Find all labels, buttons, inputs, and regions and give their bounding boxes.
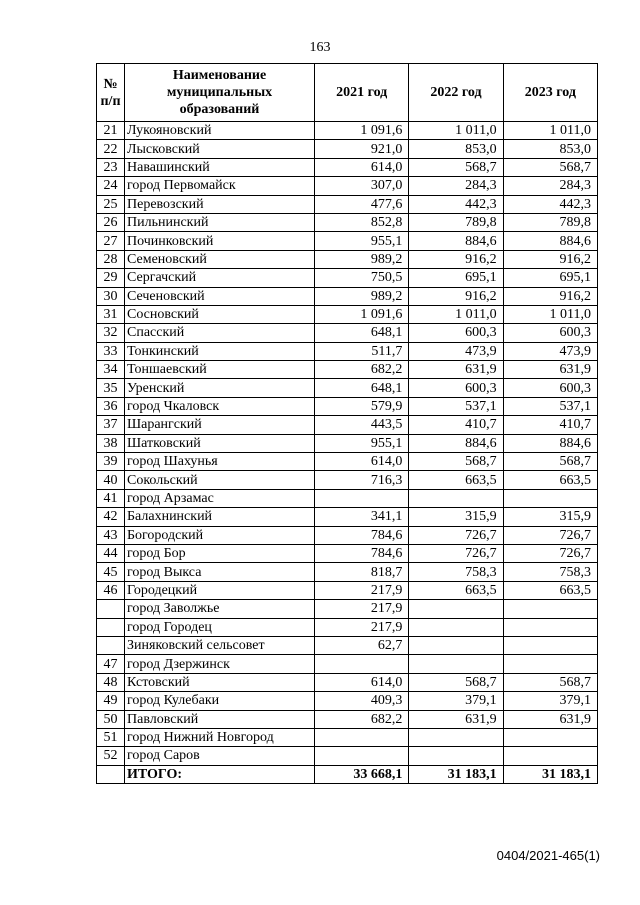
value-2022-cell: 315,9 <box>409 508 503 526</box>
value-2023-cell: 758,3 <box>503 563 597 581</box>
value-2023-cell: 284,3 <box>503 177 597 195</box>
value-2022-cell: 379,1 <box>409 692 503 710</box>
value-2022-cell: 537,1 <box>409 397 503 415</box>
municipality-name-cell: город Бор <box>125 544 315 562</box>
municipality-name-cell: Шатковский <box>125 434 315 452</box>
value-2023-cell: 853,0 <box>503 140 597 158</box>
table-row <box>97 618 598 636</box>
municipality-name-cell: город Выкса <box>125 563 315 581</box>
municipality-name-cell: Богородский <box>125 526 315 544</box>
table-row <box>97 287 598 305</box>
row-number-cell: 23 <box>97 158 125 176</box>
table-row <box>97 213 598 231</box>
value-2023-cell: 631,9 <box>503 361 597 379</box>
value-2021-cell: 614,0 <box>315 158 409 176</box>
value-2021-cell: 784,6 <box>315 526 409 544</box>
document-code: 0404/2021-465(1) <box>496 848 600 863</box>
value-2022-cell: 916,2 <box>409 250 503 268</box>
table-row <box>97 250 598 268</box>
total-2023: 31 183,1 <box>503 765 597 783</box>
header-2021: 2021 год <box>315 64 409 122</box>
table-row <box>97 636 598 654</box>
municipality-name-cell: Тонкинский <box>125 342 315 360</box>
row-number-cell: 31 <box>97 305 125 323</box>
table-row <box>97 489 598 507</box>
value-2022-cell: 789,8 <box>409 213 503 231</box>
municipality-name-cell: город Шахунья <box>125 453 315 471</box>
row-number-cell: 33 <box>97 342 125 360</box>
value-2022-cell: 853,0 <box>409 140 503 158</box>
row-number-cell <box>97 618 125 636</box>
row-number-cell: 46 <box>97 581 125 599</box>
table-row <box>97 342 598 360</box>
table-row <box>97 379 598 397</box>
table-row <box>97 305 598 323</box>
table-row <box>97 232 598 250</box>
value-2021-cell: 477,6 <box>315 195 409 213</box>
value-2021-cell: 614,0 <box>315 453 409 471</box>
row-number-cell: 50 <box>97 710 125 728</box>
municipality-name-cell: Павловский <box>125 710 315 728</box>
value-2023-cell: 916,2 <box>503 250 597 268</box>
table-row <box>97 158 598 176</box>
table-row <box>97 747 598 765</box>
value-2022-cell: 884,6 <box>409 434 503 452</box>
municipality-name-cell: Починковский <box>125 232 315 250</box>
value-2022-cell: 1 011,0 <box>409 305 503 323</box>
value-2021-cell: 217,9 <box>315 600 409 618</box>
municipality-name-cell: Сергачский <box>125 269 315 287</box>
row-number-cell: 52 <box>97 747 125 765</box>
municipality-name-cell: город Чкаловск <box>125 397 315 415</box>
municipality-name-cell: Балахнинский <box>125 508 315 526</box>
value-2022-cell: 284,3 <box>409 177 503 195</box>
value-2023-cell <box>503 747 597 765</box>
municipality-name-cell: Сокольский <box>125 471 315 489</box>
municipality-name-cell: город Арзамас <box>125 489 315 507</box>
municipality-name-cell: Кстовский <box>125 673 315 691</box>
value-2022-cell: 631,9 <box>409 710 503 728</box>
value-2023-cell <box>503 655 597 673</box>
value-2023-cell: 568,7 <box>503 673 597 691</box>
row-number-cell: 44 <box>97 544 125 562</box>
municipality-name-cell: город Саров <box>125 747 315 765</box>
value-2023-cell: 442,3 <box>503 195 597 213</box>
table-row <box>97 728 598 746</box>
value-2023-cell: 916,2 <box>503 287 597 305</box>
value-2022-cell: 663,5 <box>409 581 503 599</box>
table-row <box>97 526 598 544</box>
municipality-name-cell: Спасский <box>125 324 315 342</box>
row-number-cell <box>97 636 125 654</box>
row-number-cell <box>97 600 125 618</box>
municipality-name-cell: Уренский <box>125 379 315 397</box>
total-2022: 31 183,1 <box>409 765 503 783</box>
value-2021-cell: 682,2 <box>315 361 409 379</box>
table-row <box>97 269 598 287</box>
municipality-name-cell: Тоншаевский <box>125 361 315 379</box>
table-row <box>97 673 598 691</box>
value-2021-cell: 648,1 <box>315 379 409 397</box>
row-number-cell: 49 <box>97 692 125 710</box>
municipality-name-cell: город Кулебаки <box>125 692 315 710</box>
value-2021-cell <box>315 747 409 765</box>
budget-table <box>96 63 598 784</box>
municipality-name-cell: Навашинский <box>125 158 315 176</box>
header-name: Наименование муниципальных образований <box>125 64 315 122</box>
row-number-cell: 39 <box>97 453 125 471</box>
municipality-name-cell: город Нижний Новгород <box>125 728 315 746</box>
total-label: ИТОГО: <box>125 765 315 783</box>
municipality-name-cell: Лукояновский <box>125 122 315 140</box>
table-row <box>97 416 598 434</box>
municipality-name-cell: Сосновский <box>125 305 315 323</box>
value-2022-cell: 600,3 <box>409 324 503 342</box>
municipality-name-cell: Городецкий <box>125 581 315 599</box>
table-row <box>97 710 598 728</box>
value-2022-cell: 884,6 <box>409 232 503 250</box>
row-number-cell: 47 <box>97 655 125 673</box>
value-2023-cell: 600,3 <box>503 379 597 397</box>
table-row <box>97 453 598 471</box>
municipality-name-cell: город Городец <box>125 618 315 636</box>
value-2023-cell: 537,1 <box>503 397 597 415</box>
value-2023-cell: 568,7 <box>503 453 597 471</box>
municipality-name-cell: Шарангский <box>125 416 315 434</box>
row-number-cell: 29 <box>97 269 125 287</box>
table-row <box>97 397 598 415</box>
table-row <box>97 361 598 379</box>
value-2021-cell: 614,0 <box>315 673 409 691</box>
municipality-name-cell: Семеновский <box>125 250 315 268</box>
municipality-name-cell: Лысковский <box>125 140 315 158</box>
value-2021-cell: 62,7 <box>315 636 409 654</box>
table-row <box>97 177 598 195</box>
value-2022-cell <box>409 600 503 618</box>
municipality-name-cell: город Дзержинск <box>125 655 315 673</box>
value-2021-cell: 217,9 <box>315 581 409 599</box>
row-number-cell: 21 <box>97 122 125 140</box>
value-2021-cell: 511,7 <box>315 342 409 360</box>
value-2022-cell: 916,2 <box>409 287 503 305</box>
row-number-cell: 32 <box>97 324 125 342</box>
value-2021-cell: 648,1 <box>315 324 409 342</box>
value-2022-cell <box>409 636 503 654</box>
value-2022-cell: 631,9 <box>409 361 503 379</box>
value-2023-cell: 726,7 <box>503 544 597 562</box>
value-2022-cell <box>409 728 503 746</box>
value-2023-cell: 1 011,0 <box>503 122 597 140</box>
page-number: 163 <box>309 40 331 55</box>
table-row <box>97 544 598 562</box>
row-number-cell: 48 <box>97 673 125 691</box>
value-2021-cell: 443,5 <box>315 416 409 434</box>
table-row <box>97 508 598 526</box>
row-number-cell: 30 <box>97 287 125 305</box>
value-2021-cell: 784,6 <box>315 544 409 562</box>
table-row <box>97 195 598 213</box>
table-row <box>97 600 598 618</box>
value-2022-cell: 410,7 <box>409 416 503 434</box>
value-2023-cell: 884,6 <box>503 434 597 452</box>
table-row <box>97 563 598 581</box>
value-2022-cell: 568,7 <box>409 453 503 471</box>
value-2023-cell <box>503 600 597 618</box>
table-header-row <box>97 64 598 122</box>
value-2022-cell: 726,7 <box>409 544 503 562</box>
table-row <box>97 581 598 599</box>
value-2023-cell: 695,1 <box>503 269 597 287</box>
value-2022-cell: 568,7 <box>409 673 503 691</box>
value-2022-cell: 600,3 <box>409 379 503 397</box>
value-2021-cell: 1 091,6 <box>315 122 409 140</box>
table-row <box>97 471 598 489</box>
value-2023-cell: 473,9 <box>503 342 597 360</box>
value-2021-cell: 682,2 <box>315 710 409 728</box>
row-number-cell: 28 <box>97 250 125 268</box>
total-2021: 33 668,1 <box>315 765 409 783</box>
value-2021-cell: 955,1 <box>315 232 409 250</box>
value-2021-cell: 307,0 <box>315 177 409 195</box>
row-number-cell: 22 <box>97 140 125 158</box>
total-row <box>97 765 598 783</box>
row-number-cell: 45 <box>97 563 125 581</box>
row-number-cell: 26 <box>97 213 125 231</box>
value-2022-cell <box>409 747 503 765</box>
value-2021-cell <box>315 655 409 673</box>
value-2023-cell: 410,7 <box>503 416 597 434</box>
table-row <box>97 692 598 710</box>
value-2023-cell: 884,6 <box>503 232 597 250</box>
table-row <box>97 140 598 158</box>
value-2023-cell: 568,7 <box>503 158 597 176</box>
table-row <box>97 324 598 342</box>
value-2021-cell: 750,5 <box>315 269 409 287</box>
row-number-cell: 43 <box>97 526 125 544</box>
header-2022: 2022 год <box>409 64 503 122</box>
value-2021-cell: 341,1 <box>315 508 409 526</box>
row-number-cell: 35 <box>97 379 125 397</box>
value-2022-cell: 442,3 <box>409 195 503 213</box>
value-2021-cell: 955,1 <box>315 434 409 452</box>
row-number-cell: 25 <box>97 195 125 213</box>
row-number-cell: 38 <box>97 434 125 452</box>
municipality-name-cell: Перевозский <box>125 195 315 213</box>
value-2023-cell: 663,5 <box>503 581 597 599</box>
municipality-name-cell: Сеченовский <box>125 287 315 305</box>
row-number-cell: 36 <box>97 397 125 415</box>
value-2021-cell: 818,7 <box>315 563 409 581</box>
value-2023-cell: 1 011,0 <box>503 305 597 323</box>
municipality-name-cell: Зиняковский сельсовет <box>125 636 315 654</box>
value-2023-cell <box>503 618 597 636</box>
value-2021-cell: 989,2 <box>315 287 409 305</box>
value-2022-cell: 695,1 <box>409 269 503 287</box>
table-row <box>97 434 598 452</box>
value-2021-cell <box>315 728 409 746</box>
value-2021-cell: 921,0 <box>315 140 409 158</box>
value-2022-cell: 568,7 <box>409 158 503 176</box>
value-2023-cell: 379,1 <box>503 692 597 710</box>
value-2021-cell: 989,2 <box>315 250 409 268</box>
header-num: № п/п <box>97 64 125 122</box>
header-2023: 2023 год <box>503 64 597 122</box>
value-2022-cell <box>409 618 503 636</box>
municipality-name-cell: Пильнинский <box>125 213 315 231</box>
table-row <box>97 122 598 140</box>
value-2023-cell: 663,5 <box>503 471 597 489</box>
row-number-cell: 41 <box>97 489 125 507</box>
value-2023-cell: 726,7 <box>503 526 597 544</box>
row-number-cell: 42 <box>97 508 125 526</box>
value-2022-cell <box>409 655 503 673</box>
value-2021-cell <box>315 489 409 507</box>
value-2022-cell: 726,7 <box>409 526 503 544</box>
row-number-cell: 37 <box>97 416 125 434</box>
value-2021-cell: 409,3 <box>315 692 409 710</box>
row-number-cell: 51 <box>97 728 125 746</box>
value-2023-cell: 631,9 <box>503 710 597 728</box>
row-number-cell: 24 <box>97 177 125 195</box>
value-2021-cell: 217,9 <box>315 618 409 636</box>
row-number-cell: 40 <box>97 471 125 489</box>
value-2021-cell: 579,9 <box>315 397 409 415</box>
value-2022-cell: 473,9 <box>409 342 503 360</box>
table-row <box>97 655 598 673</box>
value-2022-cell: 758,3 <box>409 563 503 581</box>
row-number-cell: 34 <box>97 361 125 379</box>
value-2023-cell: 600,3 <box>503 324 597 342</box>
table-body <box>97 122 598 766</box>
value-2023-cell <box>503 636 597 654</box>
value-2021-cell: 716,3 <box>315 471 409 489</box>
municipality-name-cell: город Первомайск <box>125 177 315 195</box>
value-2021-cell: 1 091,6 <box>315 305 409 323</box>
value-2021-cell: 852,8 <box>315 213 409 231</box>
value-2023-cell: 789,8 <box>503 213 597 231</box>
municipality-name-cell: город Заволжье <box>125 600 315 618</box>
value-2022-cell <box>409 489 503 507</box>
row-number-cell: 27 <box>97 232 125 250</box>
value-2023-cell <box>503 728 597 746</box>
value-2023-cell: 315,9 <box>503 508 597 526</box>
value-2023-cell <box>503 489 597 507</box>
value-2022-cell: 1 011,0 <box>409 122 503 140</box>
value-2022-cell: 663,5 <box>409 471 503 489</box>
total-num-cell <box>97 765 125 783</box>
